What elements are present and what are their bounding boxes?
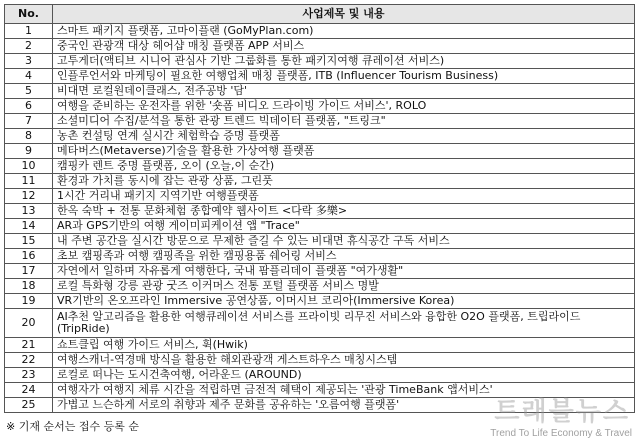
row-description: 내 주변 공간을 실시간 방문으로 무제한 즐길 수 있는 비대면 휴식공간 구독 서비스 [53,234,635,249]
row-number: 1 [5,24,53,39]
table-row [5,159,635,174]
row-number: 2 [5,39,53,54]
table-row [5,234,635,249]
table-row [5,249,635,264]
row-description: 인플루언서와 마케팅이 필요한 여행업체 매칭 플랫폼, ITB (Influencer Tourism Business) [53,69,635,84]
watermark-logo: 트래블뉴스 [494,397,630,427]
row-number: 22 [5,353,53,368]
row-number: 7 [5,114,53,129]
footnote: ※ 기재 순서는 접수 등록 순 [6,420,139,433]
table-row [5,338,635,353]
row-description: 여행자가 여행지 체류 시간을 적립하면 금전적 혜택이 제공되는 '관광 TimeBank 앱서비스' [53,383,635,398]
row-number: 21 [5,338,53,353]
table-row [5,129,635,144]
row-number: 14 [5,219,53,234]
table-row [5,204,635,219]
row-description: 메타버스(Metaverse)기술을 활용한 가상여행 플랫폼 [53,144,635,159]
row-description: 한옥 숙박 + 전통 문화체험 종합예약 웹사이트 <다락 多樂> [53,204,635,219]
table-row [5,353,635,368]
row-number: 10 [5,159,53,174]
table-row [5,39,635,54]
row-number: 11 [5,174,53,189]
row-number: 13 [5,204,53,219]
watermark [420,398,636,444]
table-row [5,54,635,69]
row-description: 초보 캠핑족과 여행 캠핑족을 위한 캠핑용품 쉐어링 서비스 [53,249,635,264]
row-description: 비대면 로컬원데이클래스, 전주공방 '담' [53,84,635,99]
row-description: 로컬 특화형 강릉 관광 굿즈 이커머스 전통 포털 플랫폼 서비스 명발 [53,279,635,294]
table-row [5,219,635,234]
row-number: 20 [5,309,53,338]
table-row [5,114,635,129]
row-description: 중국인 관광객 대상 헤어샵 매칭 플랫폼 APP 서비스 [53,39,635,54]
row-number: 19 [5,294,53,309]
row-description: VR기반의 온오프라인 Immersive 공연상품, 이머시브 코리아(Immersive Korea) [53,294,635,309]
row-number: 5 [5,84,53,99]
table-row [5,264,635,279]
row-description: 고투게더(액티브 시니어 관심사 기반 그룹화를 통한 패키지여행 큐레이션 서비스) [53,54,635,69]
row-number: 15 [5,234,53,249]
table-row [5,189,635,204]
row-number: 24 [5,383,53,398]
table-row [5,279,635,294]
row-description: 소셜미디어 수집/분석을 통한 관광 트렌드 빅데이터 플랫폼, "트링크" [53,114,635,129]
table-row [5,174,635,189]
table-header-row [5,5,635,24]
row-description: 여행을 준비하는 운전자를 위한 '숏폼 비디오 드라이빙 가이드 서비스', ROLO [53,99,635,114]
table-row [5,144,635,159]
row-description: 농촌 컨설팅 연계 실시간 체험학습 증명 플랫폼 [53,129,635,144]
row-description: 캠핑카 렌트 중명 플랫폼, 오이 (오늘,이 순간) [53,159,635,174]
row-description: 가볍고 느슨하게 서로의 취향과 제주 문화를 공유하는 '오름여행 플랫폼' [53,398,635,413]
table-row [5,99,635,114]
row-number: 3 [5,54,53,69]
row-number: 16 [5,249,53,264]
row-description: 1시간 거리내 패키지 지역기반 여행플랫폼 [53,189,635,204]
table-row [5,368,635,383]
table-row [5,383,635,398]
row-number: 25 [5,398,53,413]
table-body [5,24,635,413]
row-description: 로컬로 떠나는 도시건축여행, 어라운드 (AROUND) [53,368,635,383]
row-number: 8 [5,129,53,144]
business-list-table [4,4,635,413]
table-row [5,84,635,99]
header-title: 사업제목 및 내용 [53,5,635,24]
row-description: 여행스캐너-역경매 방식을 활용한 해외관광객 게스트하우스 매칭시스템 [53,353,635,368]
row-number: 18 [5,279,53,294]
row-description: 환경과 가치를 동시에 잡는 관광 상품, 그린풋 [53,174,635,189]
table-row [5,69,635,84]
row-description: 스마트 패키지 플랫폼, 고마이플랜 (GoMyPlan.com) [53,24,635,39]
row-number: 9 [5,144,53,159]
row-number: 4 [5,69,53,84]
table-row [5,309,635,338]
row-number: 23 [5,368,53,383]
row-number: 12 [5,189,53,204]
table-row [5,24,635,39]
table-row [5,294,635,309]
row-description: 쇼트클립 여행 가이드 서비스, 휙(Hwik) [53,338,635,353]
header-no: No. [5,5,53,24]
row-description: AR과 GPS기반의 여행 게이미피케이션 앱 "Trace" [53,219,635,234]
watermark-tagline: Trend To Life Economy & Travel [490,428,632,439]
row-description: 자연에서 일하며 자유롭게 여행한다, 국내 팜플리데이 플랫폼 "여가생활" [53,264,635,279]
row-description: AI추천 알고리즘을 활용한 여행큐레이션 서비스를 프라이빗 리무진 서비스와 융합한 O2O 플랫폼, 트립라이드(TripRide) [53,309,635,338]
row-number: 17 [5,264,53,279]
row-number: 6 [5,99,53,114]
